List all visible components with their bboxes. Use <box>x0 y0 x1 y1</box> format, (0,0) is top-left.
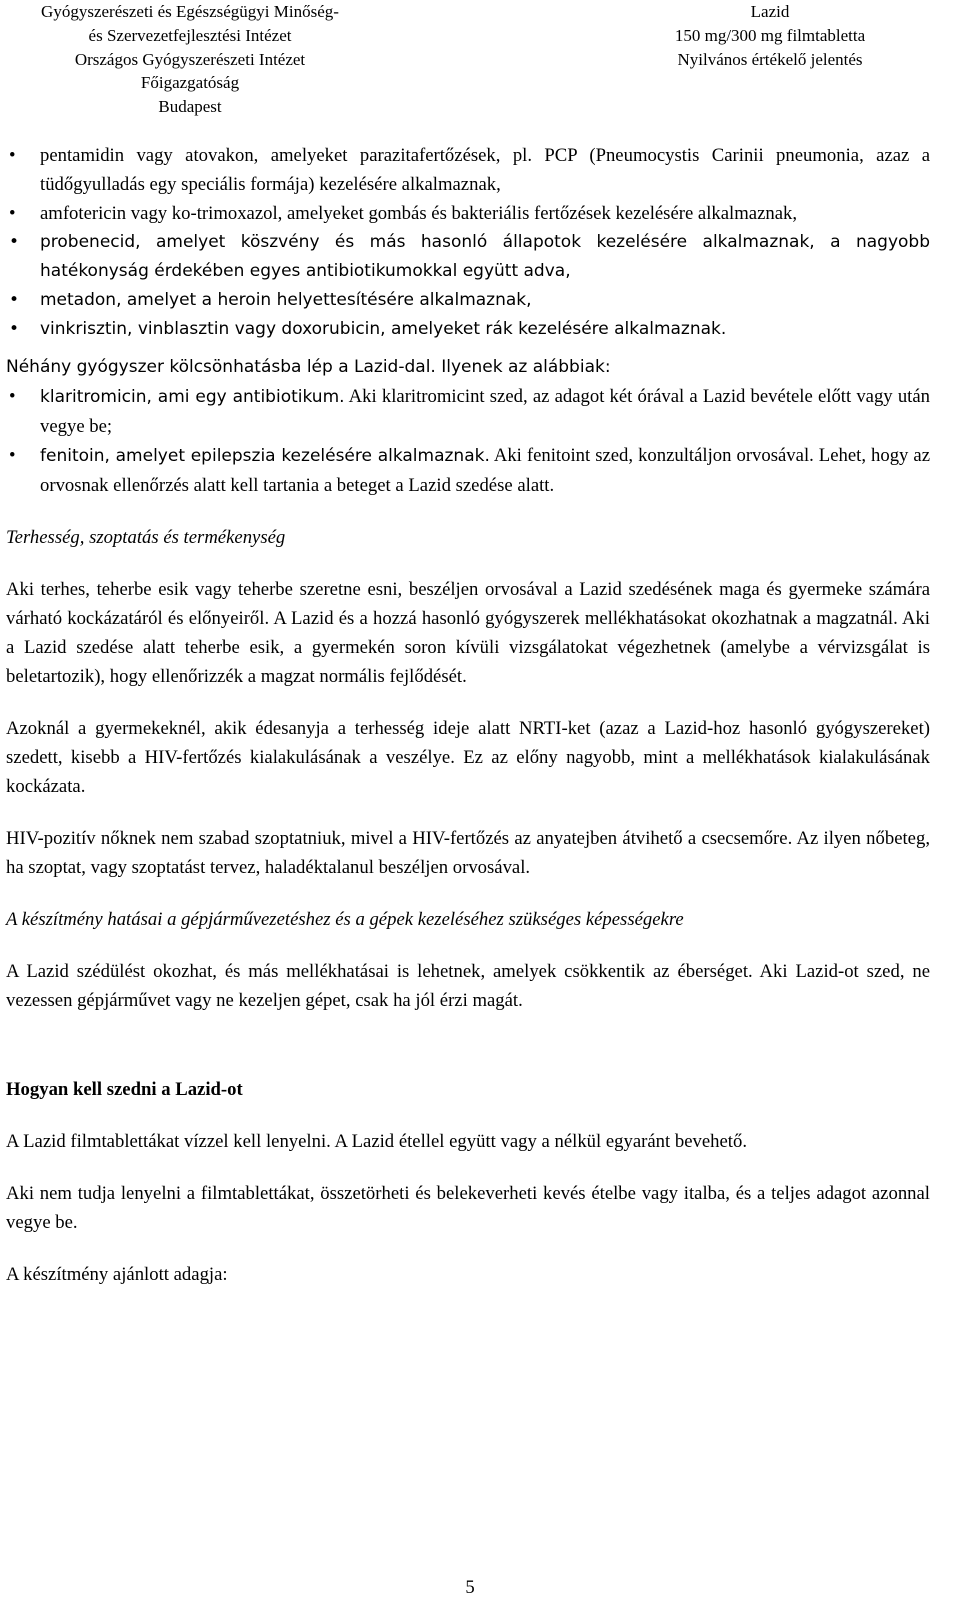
list-item <box>6 441 930 500</box>
bullet-icon: • <box>9 203 16 224</box>
howto-heading: Hogyan kell szedni a Lazid-ot <box>6 1079 243 1100</box>
drug-advice: Aki fenitoint szed, konzultáljon orvosával. Lehet, hogy az orvosnak ellenőrzés alatt kell tartania a beteget a Lazid szedése alatt. <box>40 445 930 496</box>
list-item: • pentamidin vagy atovakon, amelyeket parazitafertőzések, pl. PCP (Pneumocystis Carinii pneumonia, azaz a tüdőgyulladás egy speciális formája) kezelésére alkalmaznak, <box>6 141 930 199</box>
list-item: • amfotericin vagy ko-trimoxazol, amelyeket gombás és bakteriális fertőzések kezelésére alkalmaznak, <box>6 199 930 228</box>
page-number: 5 <box>465 1577 475 1598</box>
drug-name: fenitoin, amelyet epilepszia kezelésére alkalmaznak. <box>40 446 490 466</box>
driving-paragraph: A Lazid szédülést okozhat, és más mellékhatásai is lehetnek, amelyek csökkentik az éberséget. Aki Lazid-ot szed, ne vezessen gépjárművet vagy ne kezeljen gépet, csak ha jól érzi magát. <box>6 961 930 1011</box>
header-product <box>640 0 900 71</box>
bullet-icon: • <box>9 232 20 252</box>
medication-list <box>6 141 930 344</box>
howto-paragraph: A Lazid filmtablettákat vízzel kell lenyelni. A Lazid étellel együtt vagy a nélkül egyaránt bevehető. <box>6 1131 747 1152</box>
pregnancy-paragraph: Aki terhes, teherbe esik vagy teherbe szeretne esni, beszéljen orvosával a Lazid szedésének maga és gyermeke számára várható kockázatáról és előnyeiről. A Lazid és a hozzá hasonló gyógyszerek mellékhatásokat okozhatnak a magzatnál. Aki a Lazid szedése alatt teherbe esik, a gyermekén soron kívüli vizsgálatokat végezhetnek (amelybe a vérvizsgálat is beletartozik), hogy ellenőrizzék a magzat normális fejlődését. <box>6 579 930 687</box>
howto-paragraph: Aki nem tudja lenyelni a filmtablettákat, összetörheti és belekeverheti kevés ételbe vagy italba, és a teljes adagot azonnal vegye be. <box>6 1183 930 1233</box>
pregnancy-heading: Terhesség, szoptatás és termékenység <box>6 527 286 548</box>
interactions-intro: Néhány gyógyszer kölcsönhatásba lép a Lazid-dal. Ilyenek az alábbiak: <box>6 357 611 377</box>
pregnancy-paragraph: Azoknál a gyermekeknél, akik édesanyja a terhesség ideje alatt NRTI-ket (azaz a Lazid-hoz hasonló gyógyszereket) szedett, kisebb a HIV-fertőzés kialakulásának a veszélye. Ez az előny nagyobb, mint a mellékhatások kialakulásának kockázata. <box>6 718 930 797</box>
drug-name: klaritromicin, ami egy antibiotikum. <box>40 387 345 407</box>
driving-heading: A készítmény hatásai a gépjárművezetéshez és a gépek kezeléséhez szükséges képességekre <box>6 909 684 930</box>
list-item: • metadon, amelyet a heroin helyettesítésére alkalmaznak, <box>6 286 930 315</box>
header-right-line: Lazid <box>750 2 790 21</box>
bullet-icon: • <box>9 319 20 339</box>
document-body <box>6 141 930 1289</box>
header-right-line: Nyilvános értékelő jelentés <box>677 49 863 69</box>
header-institution <box>0 0 380 119</box>
header-left-line: Gyógyszerészeti és Egészségügyi Minőség- <box>41 2 339 21</box>
list-item <box>6 382 930 441</box>
header-left-line: Budapest <box>158 97 222 117</box>
header-right-line: 150 mg/300 mg filmtabletta <box>674 25 866 45</box>
bullet-icon: • <box>9 290 20 310</box>
page-header <box>0 0 960 122</box>
bullet-icon: • <box>9 386 16 407</box>
header-left-line: Főigazgatóság <box>140 73 240 93</box>
list-item: • vinkrisztin, vinblasztin vagy doxorubicin, amelyeket rák kezelésére alkalmaznak. <box>6 315 930 344</box>
pregnancy-paragraph: HIV-pozitív nőknek nem szabad szoptatniuk, mivel a HIV-fertőzés az anyatejben átvihető a csecsemőre. Az ilyen nőbeteg, ha szoptat, vagy szoptatást tervez, haladéktalanul beszéljen orvosával. <box>6 828 930 878</box>
interaction-list <box>6 382 930 500</box>
bullet-icon: • <box>9 445 16 466</box>
list-item: • probenecid, amelyet köszvény és más hasonló állapotok kezelésére alkalmaznak, a nagyobb hatékonyság érdekében egyes antibiotikumokkal együtt adva, <box>6 228 930 286</box>
drug-advice: Aki klaritromicint szed, az adagot két órával a Lazid bevétele előtt vagy után vegye be; <box>40 386 930 437</box>
header-left-line: és Szervezetfejlesztési Intézet <box>88 25 292 45</box>
dosage-intro: A készítmény ajánlott adagja: <box>6 1264 228 1285</box>
bullet-icon: • <box>9 145 16 166</box>
header-left-line: Országos Gyógyszerészeti Intézet <box>74 49 306 69</box>
